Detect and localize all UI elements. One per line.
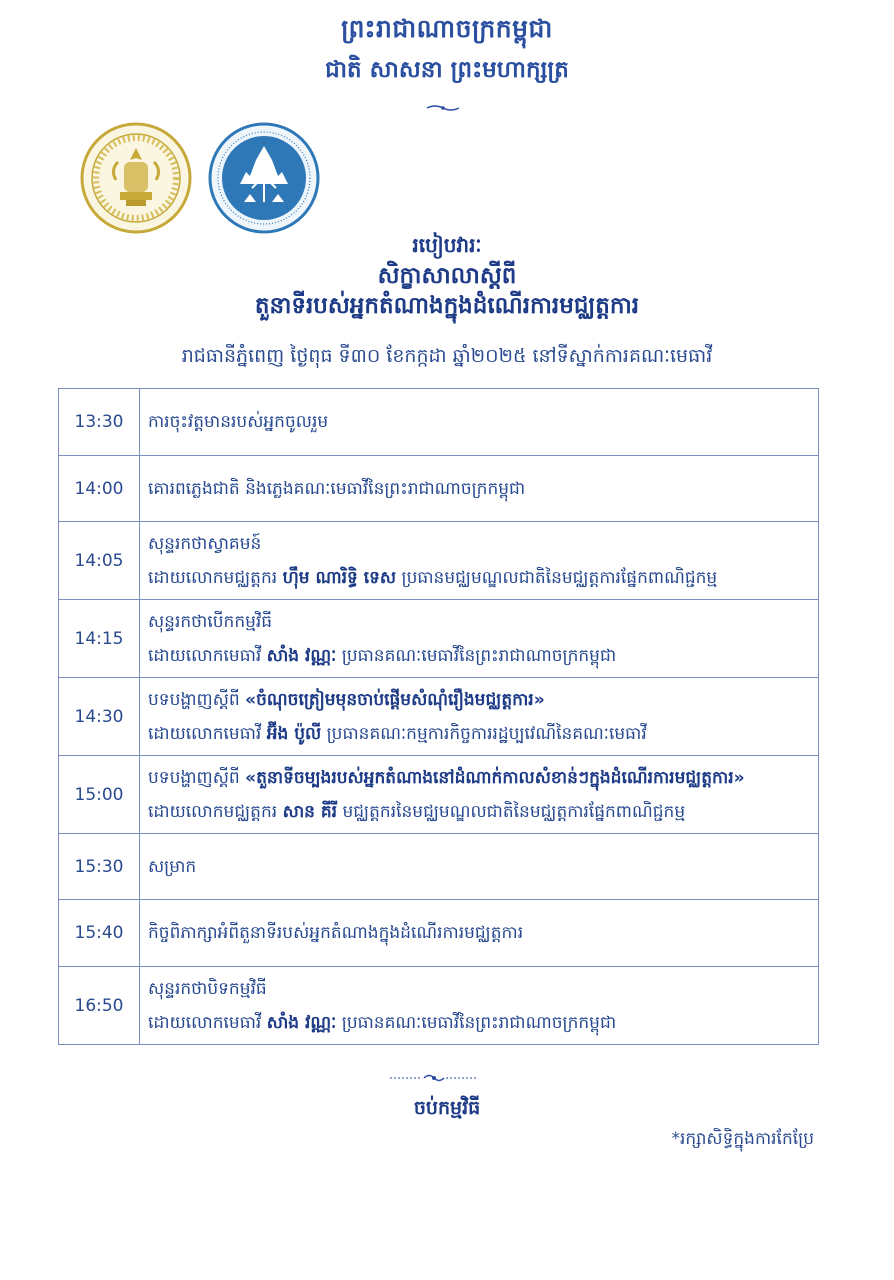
end-of-program: ចប់កម្មវិធី	[413, 1097, 481, 1119]
speaker-role: ប្រធានមជ្ឈមណ្ឌលជាតិនៃមជ្ឈត្តការផ្នែកពាណិជ្ជកម្ម	[396, 567, 718, 588]
topic-line	[148, 683, 810, 717]
description-cell	[140, 389, 819, 456]
speaker-name: ហ៊ឹម ណារិទ្ធិ ទេស	[282, 567, 397, 588]
speaker-prefix: ដោយលោកមជ្ឈត្តករ	[148, 567, 283, 588]
description-cell	[140, 756, 819, 834]
speaker-role: ប្រធានគណៈមេធាវីនៃព្រះរាជាណាចក្រកម្ពុជា	[336, 645, 617, 666]
time-cell: 15:40	[59, 900, 140, 967]
description-cell	[140, 900, 819, 967]
time-cell: 14:00	[59, 456, 140, 522]
table-row	[59, 967, 819, 1045]
speaker-prefix: ដោយលោកមេធាវី	[148, 645, 267, 666]
topic-prefix: បទបង្ហាញស្តីពី	[148, 767, 246, 788]
table-row	[59, 678, 819, 756]
speaker-prefix: ដោយលោកមេធាវី	[148, 1012, 267, 1033]
item-line: សុន្ទរកថាបិទកម្មវិធី	[148, 978, 267, 999]
table-row	[59, 600, 819, 678]
arbitration-centre-logo	[208, 122, 320, 234]
speaker-name: សាំង វណ្ណៈ	[266, 1012, 337, 1033]
table-row	[59, 756, 819, 834]
kingdom-heading: ព្រះរាជាណាចក្រកម្ពុជា	[341, 14, 553, 43]
table-row	[59, 900, 819, 967]
speaker-line	[148, 1006, 810, 1040]
speaker-name: អ៊ីង ប៉ូលី	[266, 723, 322, 744]
speaker-line	[148, 639, 810, 673]
speaker-prefix: ដោយលោកមជ្ឈត្តករ	[148, 801, 283, 822]
time-cell: 15:30	[59, 834, 140, 900]
description-cell	[140, 678, 819, 756]
description-cell	[140, 522, 819, 600]
event-title-line2: តួនាទីរបស់អ្នកតំណាងក្នុងដំណើរការមជ្ឈត្តការ	[254, 293, 640, 319]
item-line: ការចុះវត្តមានរបស់អ្នកចូលរួម	[148, 412, 329, 432]
schedule-table	[58, 388, 819, 1045]
time-cell: 15:00	[59, 756, 140, 834]
item-line: កិច្ចពិភាក្សាអំពីតួនាទីរបស់អ្នកតំណាងក្នុងដំណើរការមជ្ឈត្តការ	[148, 923, 524, 943]
location-date: រាជធានីភ្នំពេញ ថ្ងៃពុធ ទី៣០ ខែកក្កដា ឆ្នាំ២០២៥ នៅទីស្នាក់ការគណៈមេធាវី	[181, 345, 713, 367]
item-line: គោរពភ្លេងជាតិ និងភ្លេងគណៈមេធាវីនៃព្រះរាជាណាចក្រកម្ពុជា	[148, 478, 526, 499]
speaker-prefix: ដោយលោកមេធាវី	[148, 723, 267, 744]
royal-emblem-logo	[80, 122, 192, 234]
national-motto: ជាតិ សាសនា ព្រះមហាក្សត្រ	[325, 57, 569, 83]
description-cell	[140, 600, 819, 678]
item-line: សុន្ទរកថាបើកកម្មវិធី	[148, 611, 273, 632]
table-row	[59, 522, 819, 600]
table-row	[59, 389, 819, 456]
item-line: សម្រាក	[148, 856, 197, 877]
time-cell: 14:15	[59, 600, 140, 678]
speaker-name: សាន គីរី	[282, 801, 338, 822]
topic-line	[148, 761, 810, 795]
speaker-line	[148, 795, 810, 829]
speaker-line	[148, 561, 810, 595]
description-cell	[140, 456, 819, 522]
table-row	[59, 834, 819, 900]
speaker-line	[148, 717, 810, 751]
description-cell	[140, 967, 819, 1045]
agenda-label: របៀបវារៈ	[412, 233, 482, 257]
time-cell: 14:05	[59, 522, 140, 600]
event-title-line1: សិក្ខាសាលាស្តីពី	[377, 263, 517, 289]
table-row	[59, 456, 819, 522]
speaker-role: មជ្ឈត្តករនៃមជ្ឈមណ្ឌលជាតិនៃមជ្ឈត្តការផ្នែកពាណិជ្ជកម្ម	[337, 801, 686, 822]
speaker-name: សាំង វណ្ណៈ	[266, 645, 337, 666]
time-cell: 16:50	[59, 967, 140, 1045]
time-cell: 14:30	[59, 678, 140, 756]
speaker-role: ប្រធានគណៈមេធាវីនៃព្រះរាជាណាចក្រកម្ពុជា	[336, 1012, 617, 1033]
description-cell	[140, 834, 819, 900]
divider-ornament-bottom	[388, 1073, 480, 1083]
topic-title: «តួនាទីចម្បងរបស់អ្នកតំណាងនៅដំណាក់កាលសំខាន់ៗក្នុងដំណើរការមជ្ឈត្តការ»	[245, 767, 745, 788]
divider-ornament-top	[425, 103, 461, 113]
item-line: សុន្ទរកថាស្វាគមន៍	[148, 533, 262, 554]
time-cell: 13:30	[59, 389, 140, 456]
topic-prefix: បទបង្ហាញស្តីពី	[148, 689, 246, 710]
speaker-role: ប្រធានគណៈកម្មការកិច្ចការរដ្ឋប្បវេណីនៃគណៈមេធាវី	[321, 723, 647, 744]
topic-title: «ចំណុចត្រៀមមុនចាប់ផ្តើមសំណុំរឿងមជ្ឈត្តការ»	[245, 689, 545, 710]
rights-note: *រក្សាសិទ្ធិក្នុងការកែប្រែ	[671, 1129, 814, 1149]
